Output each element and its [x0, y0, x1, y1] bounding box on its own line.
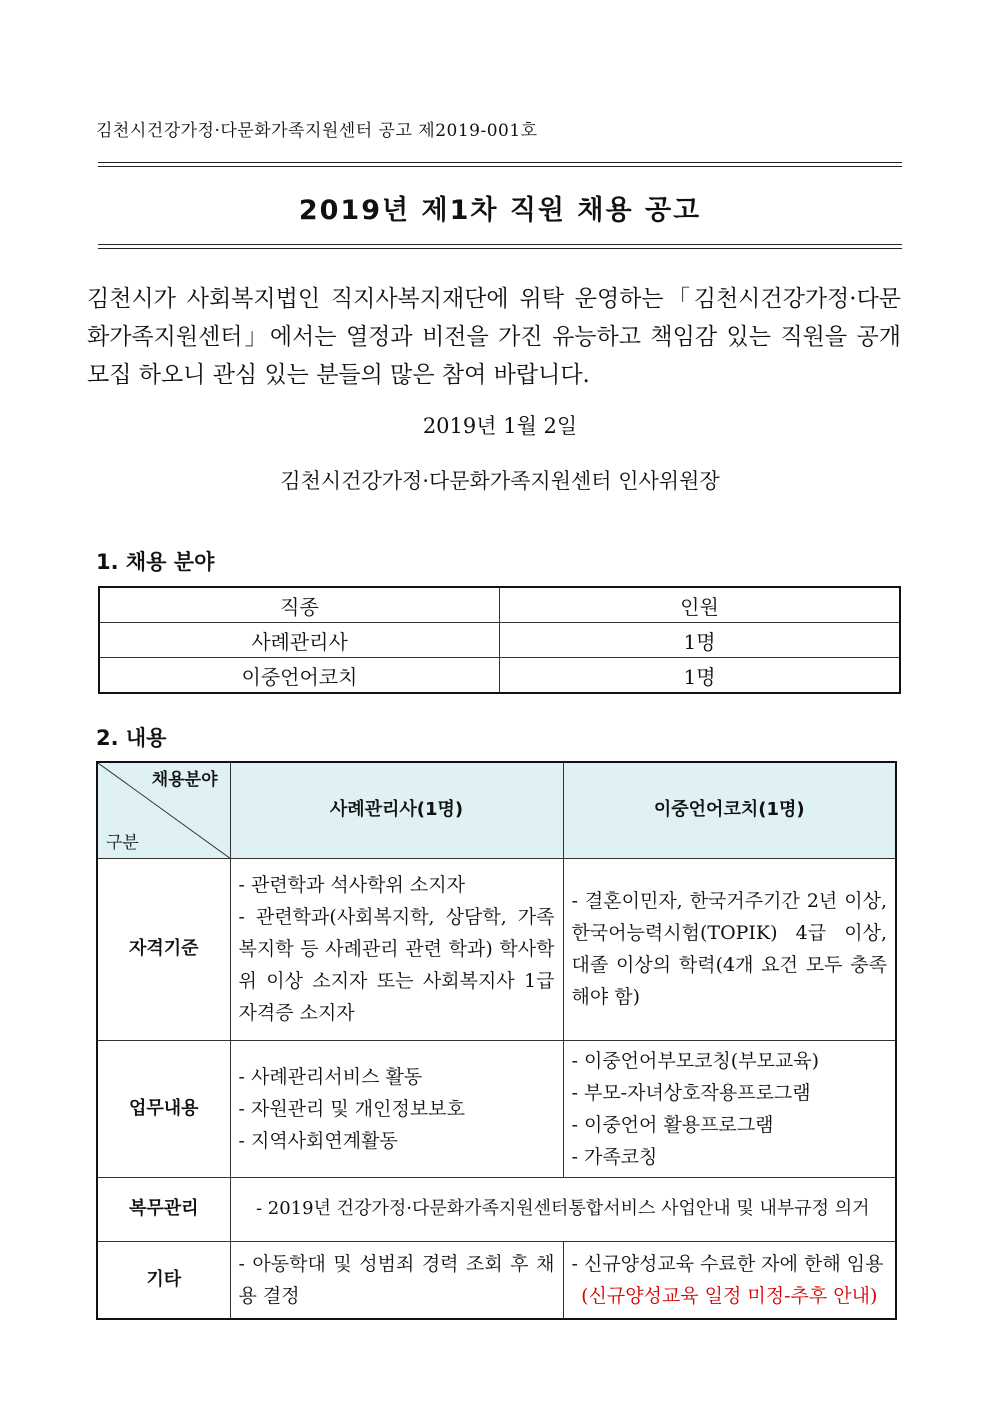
service-text: - 2019년 건강가정·다문화가족지원센터통합서비스 사업안내 및 내부규정 의거 [230, 1177, 896, 1241]
col-bilingual-coach-header: 이중언어코치(1명) [563, 762, 896, 858]
col-job-header: 직종 [99, 587, 500, 623]
qualification-a-line: - 관련학과(사회복지학, 상담학, 가족복지학 등 사례관리 관련 학과) 학사학위 이상 소지자 또는 사회복지사 1급 자격증 소지자 [238, 906, 555, 1024]
other-b-text: - 신규양성교육 수료한 자에 한해 임용 [571, 1252, 884, 1275]
col-count-header: 인원 [500, 587, 901, 623]
duties-b-line: - 이중언어부모코칭(부모교육) [571, 1049, 820, 1072]
details-header-row [97, 762, 896, 858]
duties-label: 업무내용 [97, 1040, 230, 1177]
other-row [97, 1241, 896, 1319]
count-cell: 1명 [500, 658, 901, 694]
other-label: 기타 [97, 1241, 230, 1319]
title-rule-2 [98, 248, 902, 249]
duties-b [563, 1040, 896, 1177]
page-title: 2019년 제1차 직원 채용 공고 [298, 195, 702, 226]
table-header-row [99, 587, 900, 623]
corner-cell [97, 762, 230, 858]
col-case-manager-header: 사례관리사(1명) [230, 762, 563, 858]
top-rule-2 [98, 166, 902, 167]
top-rule-1 [98, 162, 902, 163]
duties-row [97, 1040, 896, 1177]
qualification-a [230, 858, 563, 1040]
duties-a-line: - 지역사회연계활동 [238, 1129, 398, 1152]
job-cell: 이중언어코치 [99, 658, 500, 694]
job-cell: 사례관리사 [99, 623, 500, 658]
qualification-label: 자격기준 [97, 858, 230, 1040]
notice-number: 김천시건강가정·다문화가족지원센터 공고 제2019-001호 [96, 121, 538, 141]
other-a: - 아동학대 및 성범죄 경력 조회 후 채용 결정 [230, 1241, 563, 1319]
intro-paragraph: 김천시가 사회복지법인 직지사복지재단에 위탁 운영하는「김천시건강가정·다문화가족지원센터」에서는 열정과 비전을 가진 유능하고 책임감 있는 직원을 공개 모집 하오니 관심 있는 분들의 많은 참여 바랍니다. [87, 286, 901, 388]
duties-b-line: - 가족코칭 [571, 1145, 658, 1168]
duties-b-line: - 이중언어 활용프로그램 [571, 1113, 774, 1136]
details-table [96, 761, 897, 1320]
service-row [97, 1177, 896, 1241]
duties-a-line: - 자원관리 및 개인정보보호 [238, 1097, 465, 1120]
notice-date: 2019년 1월 2일 [422, 414, 578, 438]
duties-a [230, 1040, 563, 1177]
positions-table [98, 586, 901, 694]
other-b [563, 1241, 896, 1319]
section2-heading: 2. 내용 [96, 726, 167, 750]
title-rule-1 [98, 244, 902, 245]
service-label: 복무관리 [97, 1177, 230, 1241]
duties-a-line: - 사례관리서비스 활동 [238, 1065, 423, 1088]
corner-top-label: 채용분야 [151, 770, 218, 790]
duties-b-line: - 부모-자녀상호작용프로그램 [571, 1081, 811, 1104]
signer: 김천시건강가정·다문화가족지원센터 인사위원장 [280, 469, 720, 493]
table-row [99, 623, 900, 658]
table-row [99, 658, 900, 694]
count-cell: 1명 [500, 623, 901, 658]
qualification-b: - 결혼이민자, 한국거주기간 2년 이상, 한국어능력시험(TOPIK) 4급 이상, 대졸 이상의 학력(4개 요건 모두 충족해야 함) [563, 858, 896, 1040]
other-b-note: (신규양성교육 일정 미정-추후 안내) [581, 1284, 878, 1307]
qualification-row [97, 858, 896, 1040]
qualification-a-line: - 관련학과 석사학위 소지자 [238, 874, 465, 896]
section1-heading: 1. 채용 분야 [96, 550, 215, 574]
corner-bottom-label: 구분 [106, 832, 139, 853]
